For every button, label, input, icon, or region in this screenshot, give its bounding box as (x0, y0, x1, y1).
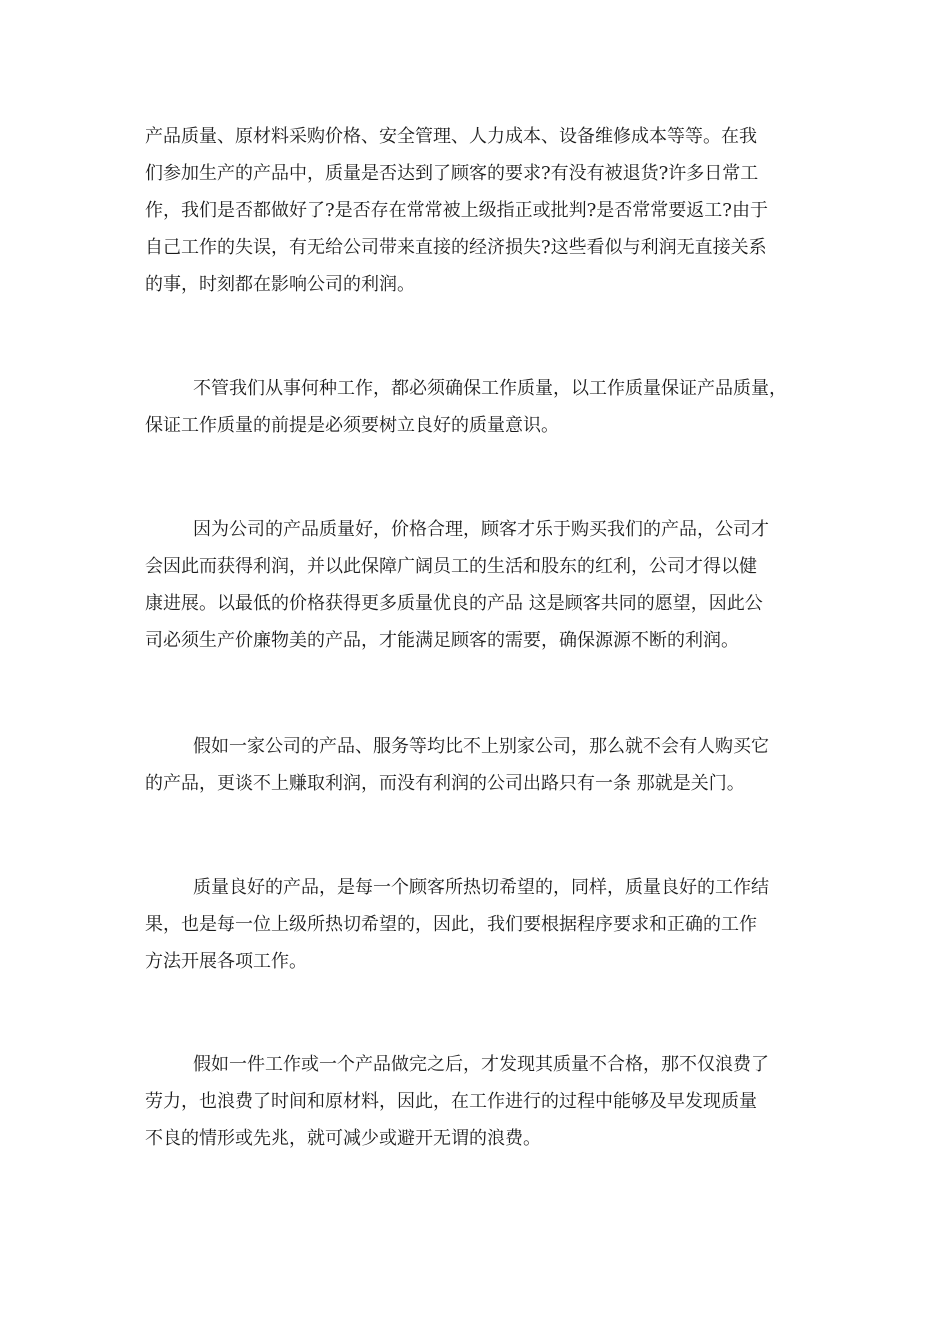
text-line: 们参加生产的产品中，质量是否达到了顾客的要求?有没有被退货?许多日常工 (145, 163, 759, 184)
paragraph-3 (145, 511, 825, 659)
text-line: 质量良好的产品，是每一个顾客所热切希望的，同样，质量良好的工作结 (193, 877, 769, 898)
text-line: 康进展。以最低的价格获得更多质量优良的产品 这是顾客共同的愿望，因此公 (145, 593, 763, 614)
text-line: 产品质量、原材料采购价格、安全管理、人力成本、设备维修成本等等。在我 (145, 126, 757, 147)
text-line: 劳力，也浪费了时间和原材料，因此，在工作进行的过程中能够及早发现质量 (145, 1091, 757, 1112)
paragraph-5 (145, 869, 825, 980)
text-line: 会因此而获得利润，并以此保障广阔员工的生活和股东的红利，公司才得以健 (145, 556, 757, 577)
text-line: 作，我们是否都做好了?是否存在常常被上级指正或批判?是否常常要返工?由于 (145, 200, 768, 221)
text-line: 方法开展各项工作。 (145, 951, 307, 972)
paragraph-4 (145, 728, 825, 802)
text-line: 假如一件工作或一个产品做完之后，才发现其质量不合格，那不仅浪费了 (193, 1054, 769, 1075)
text-line: 自己工作的失误，有无给公司带来直接的经济损失?这些看似与利润无直接关系 (145, 237, 767, 258)
text-line: 不管我们从事何种工作，都必须确保工作质量，以工作质量保证产品质量， (193, 378, 787, 399)
text-line: 假如一家公司的产品、服务等均比不上别家公司，那么就不会有人购买它 (193, 736, 769, 757)
text-line: 保证工作质量的前提是必须要树立良好的质量意识。 (145, 415, 559, 436)
text-line: 果，也是每一位上级所热切希望的，因此，我们要根据程序要求和正确的工作 (145, 914, 757, 935)
text-line: 的产品，更谈不上赚取利润，而没有利润的公司出路只有一条 那就是关门。 (145, 773, 745, 794)
text-line: 司必须生产价廉物美的产品，才能满足顾客的需要，确保源源不断的利润。 (145, 630, 739, 651)
paragraph-2 (145, 370, 825, 444)
text-line: 的事，时刻都在影响公司的利润。 (145, 274, 415, 295)
paragraph-6 (145, 1046, 825, 1157)
paragraph-1 (145, 118, 825, 303)
text-line: 不良的情形或先兆，就可减少或避开无谓的浪费。 (145, 1128, 541, 1149)
text-line: 因为公司的产品质量好，价格合理，顾客才乐于购买我们的产品，公司才 (193, 519, 769, 540)
